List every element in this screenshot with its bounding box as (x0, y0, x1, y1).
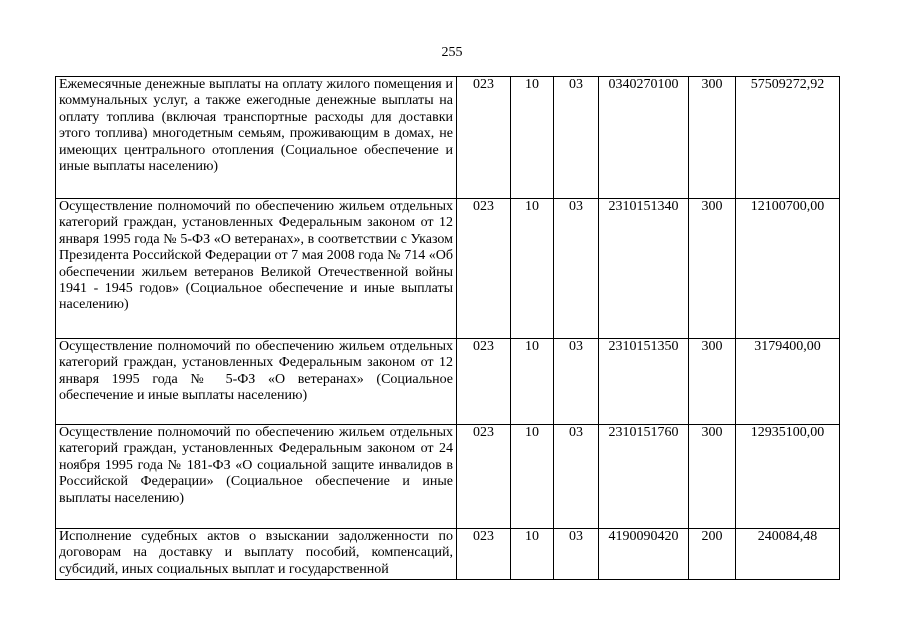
table-row (56, 77, 840, 199)
expense-type-code: 300 (689, 339, 736, 425)
subsection-code: 03 (554, 77, 599, 199)
subsection-code: 03 (554, 529, 599, 580)
amount: 57509272,92 (736, 77, 840, 199)
ministry-code: 023 (457, 77, 511, 199)
row-description: Осуществление полномочий по обеспечению жильем отдельных категорий граждан, установленных Федеральным законом от 24 ноября 1995 года № 181-ФЗ «О социальной защите инвалидов в Российской Федерации» (Социальное обеспечение и иные выплаты населению) (56, 425, 457, 529)
ministry-code: 023 (457, 339, 511, 425)
ministry-code: 023 (457, 425, 511, 529)
expense-type-code: 300 (689, 425, 736, 529)
table-row (56, 199, 840, 339)
budget-table (55, 76, 840, 580)
subsection-code: 03 (554, 425, 599, 529)
row-description: Исполнение судебных актов о взыскании задолженности по договорам на доставку и выплату пособий, компенсаций, субсидий, иных социальных выплат и государственной (56, 529, 457, 580)
amount: 12100700,00 (736, 199, 840, 339)
target-article-code: 2310151340 (599, 199, 689, 339)
table-bottom-rule (55, 579, 839, 580)
subsection-code: 03 (554, 339, 599, 425)
page-number: 255 (441, 45, 463, 60)
table-row (56, 339, 840, 425)
section-code: 10 (511, 77, 554, 199)
section-code: 10 (511, 339, 554, 425)
amount: 12935100,00 (736, 425, 840, 529)
table-row (56, 425, 840, 529)
section-code: 10 (511, 425, 554, 529)
target-article-code: 2310151350 (599, 339, 689, 425)
row-description: Осуществление полномочий по обеспечению жильем отдельных категорий граждан, установленных Федеральным законом от 12 января 1995 года № 5-ФЗ «О ветеранах» (Социальное обеспечение и иные выплаты населению) (56, 339, 457, 425)
ministry-code: 023 (457, 199, 511, 339)
subsection-code: 03 (554, 199, 599, 339)
target-article-code: 0340270100 (599, 77, 689, 199)
row-description: Осуществление полномочий по обеспечению жильем отдельных категорий граждан, установленных Федеральным законом от 12 января 1995 года № 5-ФЗ «О ветеранах», в соответствии с Указом Президента Российской Федерации от 7 мая 2008 года № 714 «Об обеспечении жильем ветеранов Великой Отечественной войны 1941 - 1945 годов» (Социальное обеспечение и иные выплаты населению) (56, 199, 457, 339)
expense-type-code: 200 (689, 529, 736, 580)
row-description: Ежемесячные денежные выплаты на оплату жилого помещения и коммунальных услуг, а также ежегодные денежные выплаты на оплату топлива (включая транспортные расходы для доставки этого топлива) многодетным семьям, проживающим в домах, не имеющих центрального отопления (Социальное обеспечение и иные выплаты населению) (56, 77, 457, 199)
section-code: 10 (511, 199, 554, 339)
expense-type-code: 300 (689, 199, 736, 339)
amount: 240084,48 (736, 529, 840, 580)
table-row (56, 529, 840, 580)
target-article-code: 4190090420 (599, 529, 689, 580)
section-code: 10 (511, 529, 554, 580)
expense-type-code: 300 (689, 77, 736, 199)
amount: 3179400,00 (736, 339, 840, 425)
target-article-code: 2310151760 (599, 425, 689, 529)
ministry-code: 023 (457, 529, 511, 580)
